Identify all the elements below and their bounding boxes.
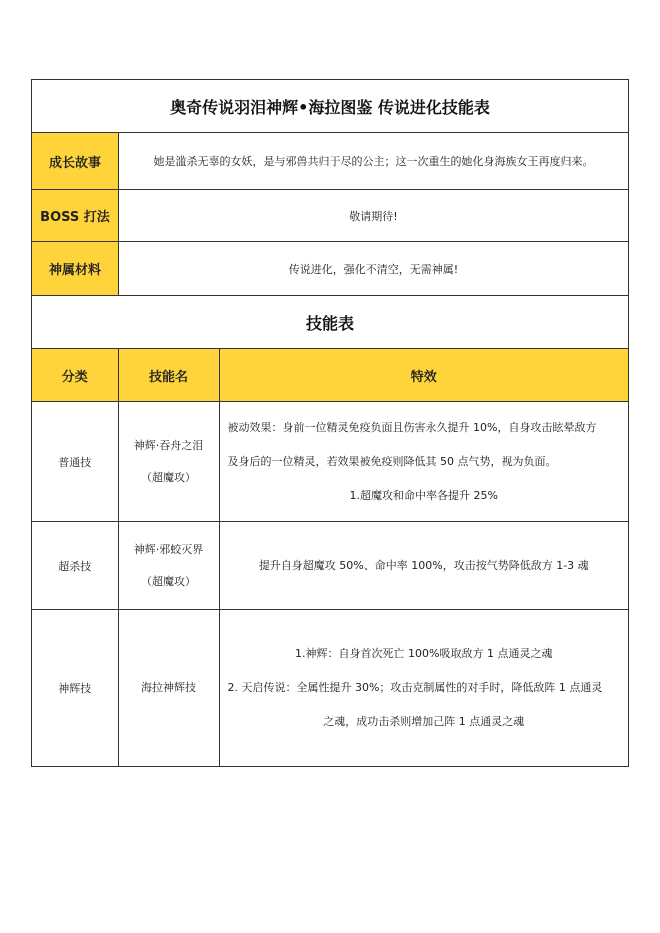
- skill-name: 神辉·邪蛟灭界: [133, 542, 204, 556]
- info-label-divine-materials: 神属材料: [32, 242, 119, 295]
- skill-name-cell: [118, 522, 219, 610]
- header-category: 分类: [32, 349, 118, 402]
- skills-heading: 技能表: [32, 296, 628, 349]
- skill-effect-line: 及身后的一位精灵，若效果被免疫则降低其 50 点气势，视为负面。: [227, 454, 557, 468]
- skill-effect-line: 提升自身超魔攻 50%、命中率 100%，攻击按气势降低敌方 1-3 魂: [258, 558, 589, 572]
- info-value-divine-materials: 传说进化，强化不清空，无需神属!: [288, 262, 459, 276]
- skill-attack-type: （超魔攻）: [141, 574, 196, 588]
- header-skill-name: 技能名: [118, 349, 219, 402]
- info-row-boss-strategy: [32, 190, 628, 242]
- skill-attack-type: （超魔攻）: [141, 470, 196, 484]
- skill-name: 海拉神辉技: [141, 680, 196, 694]
- skill-effect-line: 2. 天启传说：全属性提升 30%；攻击克制属性的对手时，降低敌阵 1 点通灵: [227, 680, 603, 694]
- document-title: 奥奇传说羽泪神辉•海拉图鉴 传说进化技能表: [32, 80, 628, 133]
- skill-category: 普通技: [32, 402, 118, 522]
- info-value-growth-story: 她是滥杀无辜的女妖，是与邪兽共归于尽的公主；这一次重生的她化身海族女王再度归来。: [153, 155, 594, 168]
- info-label-boss-strategy: BOSS 打法: [32, 190, 119, 241]
- skill-effect-cell: [219, 610, 628, 766]
- skill-effect-line: 1.超魔攻和命中率各提升 25%: [349, 488, 498, 502]
- skill-document: [31, 79, 629, 767]
- skill-category: 神辉技: [32, 610, 118, 766]
- skill-effect-cell: [219, 522, 628, 610]
- skill-name-cell: [118, 610, 219, 766]
- skill-effect-cell: [219, 402, 628, 522]
- info-row-divine-materials: [32, 242, 628, 296]
- skill-category: 超杀技: [32, 522, 118, 610]
- table-header-row: [32, 349, 628, 402]
- header-effect: 特效: [219, 349, 628, 402]
- info-value-boss-strategy: 敬请期待!: [349, 209, 398, 223]
- skill-name-cell: [118, 402, 219, 522]
- info-label-growth-story: 成长故事: [32, 133, 119, 189]
- skill-effect-line: 1.神辉：自身首次死亡 100%吸取敌方 1 点通灵之魂: [295, 646, 553, 660]
- skill-effect-line: 被动效果：身前一位精灵免疫负面且伤害永久提升 10%，自身攻击眩晕敌方: [227, 420, 597, 434]
- table-row: [32, 402, 628, 522]
- table-row: [32, 610, 628, 766]
- skill-effect-line: 之魂，成功击杀则增加己阵 1 点通灵之魂: [323, 714, 525, 728]
- info-row-growth-story: [32, 133, 628, 190]
- skill-table: [32, 349, 628, 766]
- table-row: [32, 522, 628, 610]
- skill-name: 神辉·吞舟之泪: [133, 438, 204, 452]
